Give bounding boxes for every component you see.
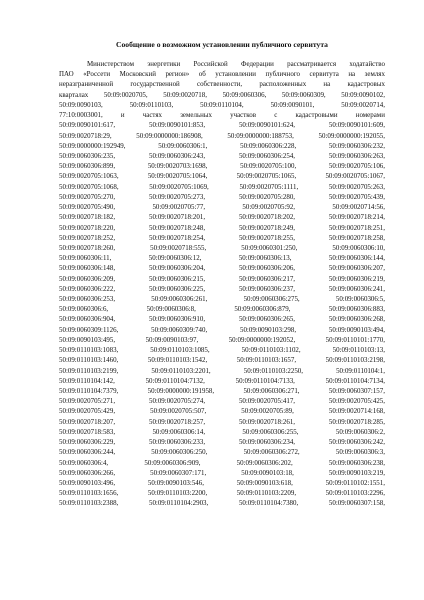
body-line: 50:09:0060306:222, 50:09:0060306:225, 50:09:0060306:237, 50:09:0060306:241,: [59, 284, 385, 293]
body-line: 50:09:0060306:11, 50:09:0060306:12, 50:09:0060306:13, 50:09:0060306:144,: [59, 254, 385, 263]
body-line: 50:09:0020718:182, 50:09:0020718:201, 50:09:0020718:202, 50:09:0020718:214,: [59, 213, 385, 222]
body-line: 50:09:0090101:617, 50:09:0090101:853, 50:09:0090101:624, 50:09:0090101:609,: [59, 121, 385, 130]
body-line: 50:09:0060306:6, 50:09:0060306:8, 50:09:0060306:879, 50:09:0060306:883,: [59, 305, 385, 314]
body-line: 50:09:0060306:229, 50:09:0060306:233, 50:09:0060306:234, 50:09:0060306:242,: [59, 438, 385, 447]
body-line: 50:09:0090103, 50:09:0110103, 50:09:0110104, 50:09:0090101, 50:09:0020714,: [59, 100, 385, 109]
document-page: [59, 40, 385, 509]
body-line: 50:09:0110103:1083, 50:09:0110103:1085, 50:09:0110103:1102, 50:09:0110103:13,: [59, 346, 385, 355]
body-line: 50:09:0020718:220, 50:09:0020718:248, 50:09:0020718:249, 50:09:0020718:251,: [59, 223, 385, 232]
body-line: 50:09:0060306:235, 50:09:0060306:243, 50:09:0060306:254, 50:09:0060306:263,: [59, 151, 385, 160]
body-line: 50:09:0090103:495, 50:09:0090103:97, 50:09:0000000:192052, 50:09:0110101:1770,: [59, 335, 385, 344]
document-title: Сообщение о возможном установлении публичного сервитута: [116, 40, 328, 49]
body-line: 50:09:0020705:270, 50:09:0020705:273, 50:09:0020705:280, 50:09:0020705:439,: [59, 192, 385, 201]
body-line: 50:09:0110103:2199, 50:09:0110103:2201, 50:09:0110103:2250, 50:09:0110104:1,: [59, 366, 385, 375]
body-line: 50:09:0020718:252, 50:09:0020718:254, 50:09:0020718:255, 50:09:0020718:258,: [59, 233, 385, 242]
body-line: 50:09:0060306:209, 50:09:0060306:215, 50:09:0060306:217, 50:09:0060306:219,: [59, 274, 385, 283]
body-line: 50:09:0110103:2388, 50:09:0110104:2903, 50:09:0110104:7380, 50:09:0060307:158,: [59, 499, 385, 508]
body-line: кварталах 50:09:0020705, 50:09:0020718, 50:09:0060306, 50:09:0060309, 50:09:0090102,: [59, 90, 385, 99]
body-line: 77:10:0003001, и частях земельных участков с кадастровыми номерами: [59, 111, 385, 120]
body-line: 50:09:0110104:7379, 50:09:0000000:191958, 50:09:0060306:271, 50:09:0060307:157,: [59, 387, 385, 395]
body-line: 50:09:0020705:429, 50:09:0020705:507, 50:09:0020705:89, 50:09:0020714:168,: [59, 407, 385, 416]
body-line: 50:09:0000000:192949, 50:09:0060306:1, 50:09:0060306:228, 50:09:0060306:232,: [59, 141, 385, 150]
body-line: 50:09:0020705:271, 50:09:0020705:274, 50:09:0020705:417, 50:09:0020705:425,: [59, 397, 385, 406]
body-line: Министерством энергетики Российской Федерации рассматривается ходатайство: [87, 60, 385, 68]
body-line: 50:09:0060306:4, 50:09:0060306:909, 50:09:0060306:202, 50:09:0060306:238,: [59, 458, 385, 467]
body-line: 50:09:0060309:1126, 50:09:0060309:740, 50:09:0090103:298, 50:09:0090103:494,: [59, 325, 385, 334]
body-line: 50:09:0110103:1656, 50:09:0110103:2200, 50:09:0110103:2209, 50:09:0110103:2296,: [59, 489, 385, 498]
body-line: 50:09:0090103:496, 50:09:0090103:546, 50:09:0090103:618, 50:09:0110102:1551,: [59, 478, 385, 487]
body-line: 50:09:0110103:1460, 50:09:0110103:1542, 50:09:0110103:1657, 50:09:0110103:2198,: [59, 356, 385, 365]
body-line: 50:09:0020718:29, 50:09:0000000:186908, 50:09:0000000:188753, 50:09:0000000:192055,: [59, 131, 385, 140]
body-line: неразграниченной государственной собственности, расположенных на кадастровых: [59, 80, 385, 89]
body-line: 50:09:0060306:253, 50:09:0060306:261, 50:09:0060306:275, 50:09:0060306:5,: [59, 295, 385, 304]
body-line: 50:09:0110104:142, 50:09:0110104:7132, 50:09:0110104:7133, 50:09:0110104:7134,: [59, 376, 385, 385]
body-line: 50:09:0020705:490, 50:09:0020705:77, 50:09:0020705:92, 50:09:0020714:56,: [59, 203, 385, 212]
body-line: 50:09:0020705:1068, 50:09:0020705:1069, 50:09:0020705:1111, 50:09:0020705:263,: [59, 182, 385, 191]
body-line: 50:09:0020705:1063, 50:09:0020705:1064, 50:09:0020705:1065, 50:09:0020705:1067,: [59, 172, 385, 181]
body-line: ПАО «Россети Московский регион» об установлении публичного сервитута на землях: [59, 70, 385, 79]
body-line: 50:09:0060306:244, 50:09:0060306:250, 50:09:0060306:272, 50:09:0060306:3,: [59, 448, 385, 457]
body-line: 50:09:0060306:899, 50:09:0020703:1698, 50:09:0020705:100, 50:09:0020705:106,: [59, 162, 385, 171]
body-line: 50:09:0060306:266, 50:09:0060307:171, 50:09:0090103:18, 50:09:0090103:219,: [59, 468, 385, 477]
body-line: 50:09:0020718:260, 50:09:0020718:555, 50:09:0060301:250, 50:09:0060306:10,: [59, 243, 385, 252]
document-body: [59, 59, 385, 509]
body-line: 50:09:0060306:904, 50:09:0060306:910, 50:09:0060306:265, 50:09:0060306:268,: [59, 315, 385, 324]
body-line: 50:09:0020718:583, 50:09:0060306:14, 50:09:0060306:255, 50:09:0060306:2,: [59, 427, 385, 436]
body-line: 50:09:0020718:207, 50:09:0020718:257, 50:09:0020718:261, 50:09:0020718:285,: [59, 417, 385, 426]
body-line: 50:09:0060306:148, 50:09:0060306:204, 50:09:0060306:206, 50:09:0060306:207,: [59, 264, 385, 273]
